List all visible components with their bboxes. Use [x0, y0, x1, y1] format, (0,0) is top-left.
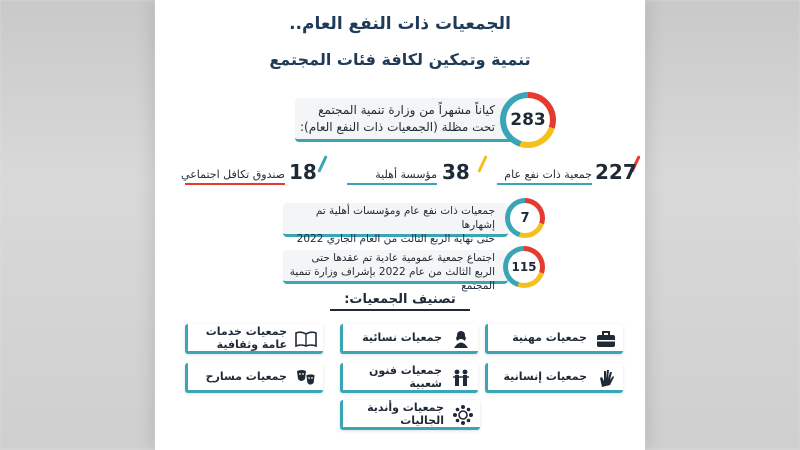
total-ring — [500, 92, 556, 148]
woman-icon — [450, 328, 472, 350]
stat-label-funds: صندوق تكافل اجتماعي — [185, 168, 285, 185]
accent-teal — [317, 155, 327, 173]
total-text-line2: تحت مظلة (الجمعيات ذات النفع العام): — [300, 120, 495, 134]
fact-text-1 — [283, 204, 495, 246]
category-women — [340, 324, 478, 354]
fact-2-line1: اجتماع جمعية عمومية عادية تم عقدها حتى — [311, 252, 495, 264]
category-folk-arts — [340, 363, 478, 393]
category-cultural-label: جمعيات خدمات عامة وثقافية — [205, 324, 287, 351]
stat-value-foundations: 38 — [442, 160, 470, 184]
community-icon — [452, 404, 474, 426]
category-communities — [340, 400, 480, 430]
category-cultural — [185, 324, 323, 354]
category-humanitarian-label: جمعيات إنسانية — [503, 370, 587, 383]
total-text-line1: كياناً مشهراً من وزارة تنمية المجتمع — [318, 103, 495, 117]
stat-value-funds: 18 — [289, 160, 317, 184]
stat-label-foundations: مؤسسة أهلية — [347, 168, 437, 185]
category-theatre-label: جمعيات مسارح — [205, 370, 287, 383]
category-women-label: جمعيات نسائية — [362, 331, 442, 344]
stat-value-associations: 227 — [595, 160, 637, 184]
category-theatre — [185, 363, 323, 393]
fact-2-line2: الربع الثالث من عام 2022 بإشراف وزارة تنمية المجتمع — [289, 266, 495, 292]
fact-ring-2 — [503, 246, 545, 288]
accent-yellow — [477, 155, 487, 173]
category-communities-label: جمعيات وأندية الجاليات — [367, 400, 444, 427]
category-professional-label: جمعيات مهنية — [512, 331, 587, 344]
fact-ring-1 — [505, 198, 545, 238]
briefcase-icon — [595, 328, 617, 350]
book-icon — [295, 328, 317, 350]
background-left — [0, 0, 155, 450]
subtitle: تنمية وتمكين لكافة فئات المجتمع — [269, 50, 531, 69]
fact-value-2: 115 — [508, 251, 540, 283]
theatre-masks-icon — [295, 367, 317, 389]
total-text — [295, 102, 495, 136]
fact-1-line1: جمعيات ذات نفع عام ومؤسسات أهلية تم إشهارها — [315, 205, 495, 231]
folk-arts-icon — [450, 367, 472, 389]
fact-value-1: 7 — [510, 203, 540, 233]
background-right — [645, 0, 800, 450]
infographic-panel — [155, 0, 645, 450]
stat-label-associations: جمعية ذات نفع عام — [497, 168, 592, 185]
total-value: 283 — [506, 98, 550, 142]
category-humanitarian — [485, 363, 623, 393]
fact-1-line2: حتى نهاية الربع الثالث من العام الجاري 2022 — [296, 233, 495, 245]
category-professional — [485, 324, 623, 354]
fact-text-2 — [283, 251, 495, 293]
main-title: الجمعيات ذات النفع العام.. — [289, 14, 511, 34]
category-folk-arts-label: جمعيات فنون شعبية — [369, 363, 442, 390]
classification-title: تصنيف الجمعيات: — [330, 292, 470, 311]
hand-icon — [595, 367, 617, 389]
